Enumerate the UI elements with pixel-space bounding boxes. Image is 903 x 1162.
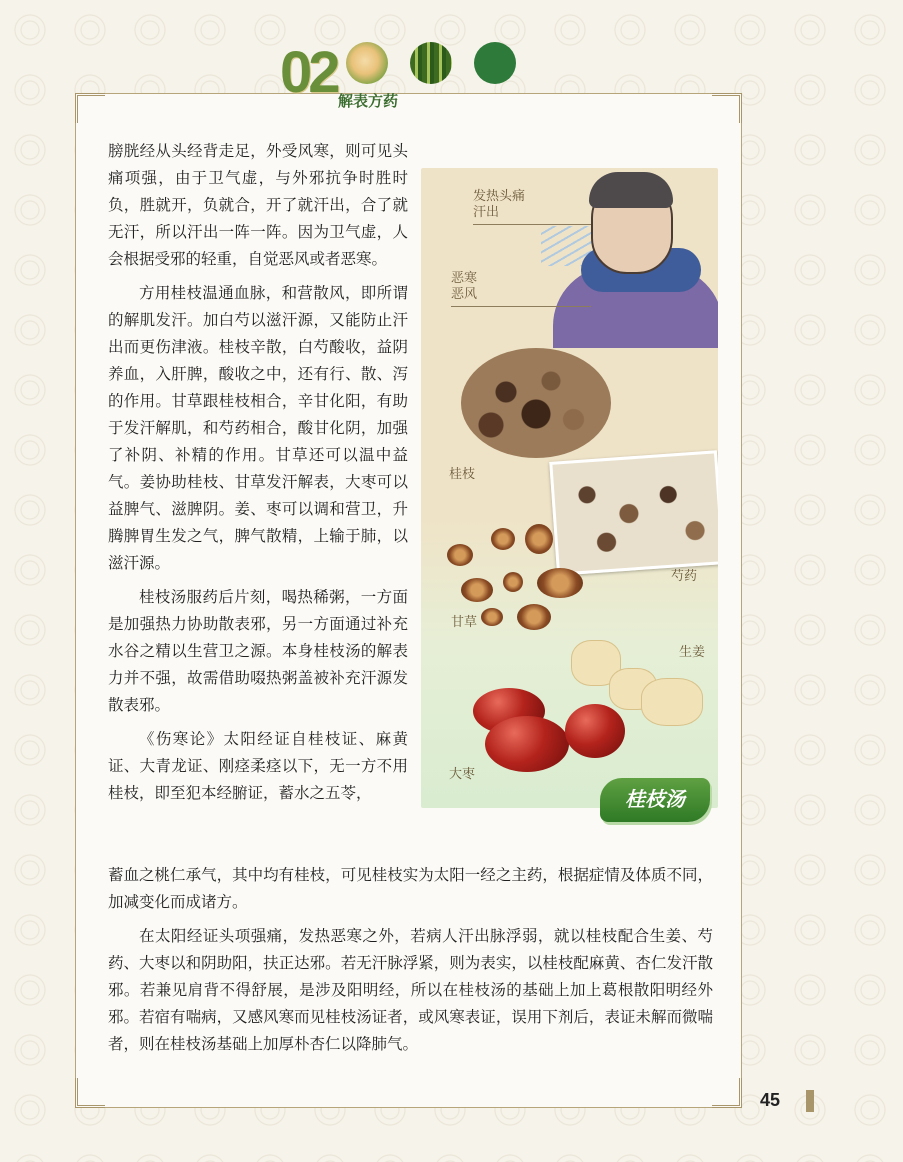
shaoyao-photo bbox=[549, 450, 718, 575]
gancao-slice bbox=[481, 608, 503, 626]
page-number-bar bbox=[806, 1090, 814, 1112]
gancao-slice bbox=[447, 544, 473, 566]
herb-label-shaoyao: 芍药 bbox=[671, 568, 698, 583]
corner-ornament bbox=[712, 1078, 742, 1108]
gancao-slice bbox=[503, 572, 523, 592]
symptom-label: 恶寒 恶风 bbox=[451, 270, 478, 301]
dazao-image bbox=[485, 716, 569, 772]
dazao-image bbox=[565, 704, 625, 758]
herb-label-shengjiang: 生姜 bbox=[679, 644, 706, 659]
guizhi-herb-image bbox=[461, 348, 611, 458]
column-text bbox=[108, 138, 408, 814]
herb-label-dazao: 大枣 bbox=[449, 766, 476, 781]
paragraph: 膀胱经从头经背走足，外受风寒，则可见头痛项强，由于卫气虚，与外邪抗争时胜时负，胜就开，负就合，开了就汗出，合了就无汗，所以汗出一阵一阵。因为卫气虚，人会根据受邪的轻重，自觉恶风或者恶寒。 bbox=[108, 142, 408, 268]
paragraph: 方用桂枝温通血脉，和营散风，即所谓的解肌发汗。加白芍以滋汗源，又能防止汗出而更伤津液。桂枝辛散，白芍酸收，益阴养血，入肝脾，酸收之中，还有行、散、泻的作用。甘草跟桂枝相合，辛甘化阳，有助于发汗解肌，和芍药相合，酸甘化阴，加强了补阴、补精的作用。甘草还可以温中益气。姜协助桂枝、甘草发汗解表，大枣可以益脾气、滋脾阴。姜、枣可以调和营卫，升腾脾胃生发之气，脾气散精，上输于肺，以滋汗源。 bbox=[108, 284, 408, 572]
herb-label-gancao: 甘草 bbox=[451, 614, 478, 629]
paragraph: 《伤寒论》太阳经证自桂枝证、麻黄证、大青龙证、刚痉柔痉以下，无一方不用桂枝，即至犯本经腑证，蓄水之五苓， bbox=[108, 730, 408, 802]
paragraph: 在太阳经证头项强痛，发热恶寒之外，若病人汗出脉浮弱，就以桂枝配合生姜、芍药、大枣以和阴助阳，扶正达邪。若无汗脉浮紧，则为表实，以桂枝配麻黄、杏仁发汗散邪。若兼见肩背不得舒展，是涉及阳明经，所以在桂枝汤的基础上加上葛根散阳明经外邪。若宿有喘病，又感风寒而见桂枝汤证者，或风寒表证，误用下剂后，表证未解而微喘者，则在桂枝汤基础上加厚朴杏仁以降肺气。 bbox=[108, 927, 713, 1053]
symptom-label: 发热头痛 汗出 bbox=[473, 188, 526, 219]
corner-ornament bbox=[712, 93, 742, 123]
bamboo-photo-icon bbox=[410, 42, 452, 84]
gancao-slice bbox=[491, 528, 515, 550]
page-number: 45 bbox=[760, 1090, 781, 1110]
herb-illustration bbox=[421, 168, 718, 808]
corner-ornament bbox=[75, 93, 105, 123]
paragraph: 桂枝汤服药后片刻，喝热稀粥，一方面是加强热力协助散表邪，另一方面通过补充水谷之精以生营卫之源。本身桂枝汤的解表力并不强，故需借助啜热粥盖被补充汗源发散表邪。 bbox=[108, 588, 408, 714]
leader-line bbox=[451, 306, 591, 307]
gancao-slice bbox=[461, 578, 493, 602]
formula-badge: 桂枝汤 bbox=[600, 778, 710, 822]
full-width-text bbox=[108, 862, 713, 1065]
green-circle-icon bbox=[474, 42, 516, 84]
chapter-number: 02 bbox=[280, 40, 337, 105]
ginger-photo-icon bbox=[346, 42, 388, 84]
corner-ornament bbox=[75, 1078, 105, 1108]
paragraph: 蓄血之桃仁承气，其中均有桂枝，可见桂枝实为太阳一经之主药，根据症情及体质不同，加减变化而成诸方。 bbox=[108, 866, 713, 911]
herb-label-guizhi: 桂枝 bbox=[449, 466, 476, 481]
patient-hair bbox=[589, 172, 673, 208]
gancao-slice bbox=[517, 604, 551, 630]
gancao-slice bbox=[537, 568, 583, 598]
shengjiang-image bbox=[641, 678, 703, 726]
section-title: 解表方药 bbox=[338, 93, 399, 110]
leader-line bbox=[473, 224, 591, 225]
chapter-header bbox=[280, 38, 580, 108]
gancao-slice bbox=[525, 524, 553, 554]
